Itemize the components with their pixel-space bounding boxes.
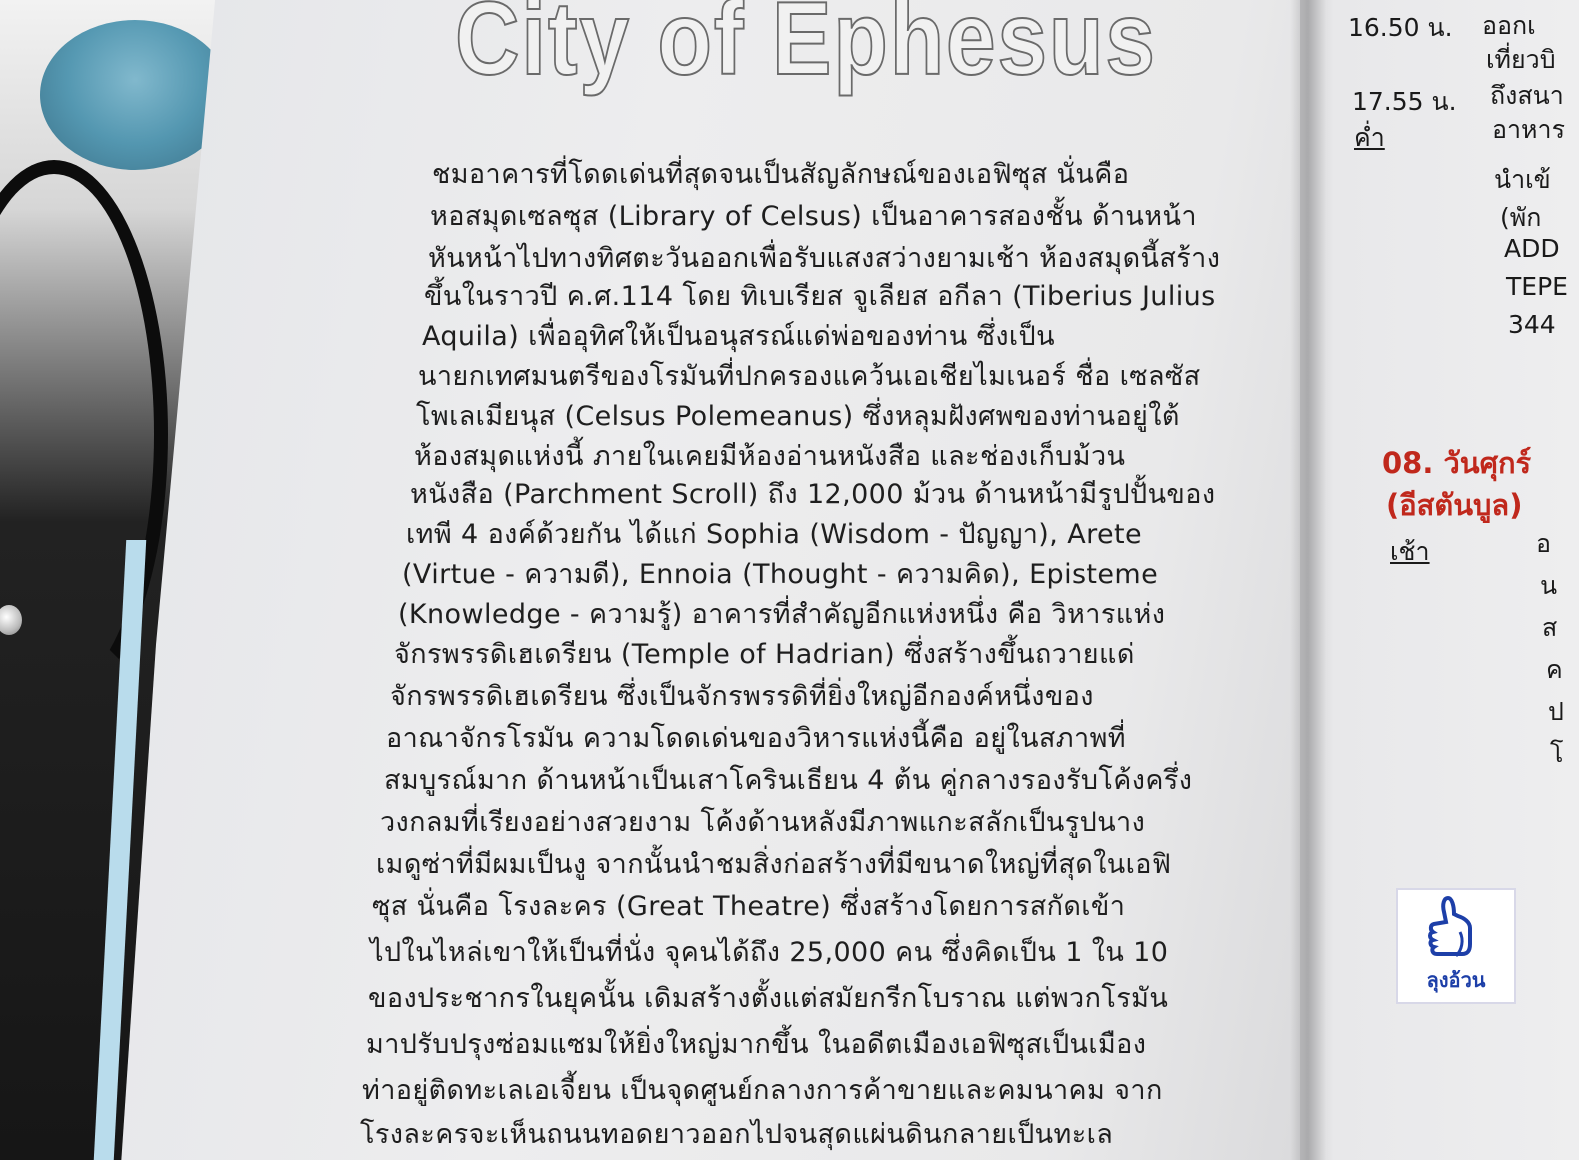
paragraph-line: เมดูซ่าที่มีผมเป็นงู จากนั้นนำชมสิ่งก่อสร้างที่มีขนาดใหญ่ที่สุดในเอฟิ bbox=[376, 849, 1172, 880]
paragraph-line: ซุส นั่นคือ โรงละคร (Great Theatre) ซึ่งสร้างโดยการสกัดเข้า bbox=[372, 891, 1126, 922]
paragraph-line: ชมอาคารที่โดดเด่นที่สุดจนเป็นสัญลักษณ์ของเอฟิซุส นั่นคือ bbox=[432, 159, 1130, 190]
paragraph-line: มาปรับปรุงซ่อมแซมให้ยิ่งใหญ่มากขึ้น ในอดีตเมืองเอฟิซุสเป็นเมือง bbox=[366, 1029, 1147, 1060]
paragraph-line: ไปในไหล่เขาให้เป็นที่นั่ง จุคนได้ถึง 25,000 คน ซึ่งคิดเป็น 1 ใน 10 bbox=[370, 937, 1169, 968]
itinerary-text: อาหาร bbox=[1492, 115, 1565, 144]
itinerary-text: น bbox=[1540, 571, 1558, 600]
paragraph-line: สมบูรณ์มาก ด้านหน้าเป็นเสาโครินเธียน 4 ต้น คู่กลางรองรับโค้งครึ่ง bbox=[384, 765, 1193, 796]
paragraph-line: อาณาจักรโรมัน ความโดดเด่นของวิหารแห่งนี้คือ อยู่ในสภาพที่ bbox=[386, 723, 1126, 754]
paragraph-line: ห้องสมุดแห่งนี้ ภายในเคยมีห้องอ่านหนังสือ และช่องเก็บม้วน bbox=[414, 441, 1126, 472]
itinerary-text: นำเข้ bbox=[1494, 165, 1551, 194]
paragraph-line: ท่าอยู่ติดทะเลเอเจี้ยน เป็นจุดศูนย์กลางการค้าขายและคมนาคม จาก bbox=[362, 1075, 1163, 1106]
paragraph-line: ของประชากรในยุคนั้น เดิมสร้างตั้งแต่สมัยกรีกโบราณ แต่พวกโรมัน bbox=[368, 983, 1169, 1014]
itinerary-text: โ bbox=[1550, 739, 1564, 768]
paragraph-line: วงกลมที่เรียงอย่างสวยงาม โค้งด้านหลังมีภาพแกะสลักเป็นรูปนาง bbox=[380, 807, 1146, 838]
itinerary-text: อ bbox=[1536, 529, 1552, 558]
page-title: City of Ephesus bbox=[455, 0, 1157, 97]
hotel-address: 344 bbox=[1508, 310, 1556, 339]
itinerary-text: ออกเ bbox=[1482, 11, 1536, 40]
itinerary-text: ถึงสนา bbox=[1490, 81, 1564, 110]
paragraph-line: หอสมุดเซลซุส (Library of Celsus) เป็นอาคารสองชั้น ด้านหน้า bbox=[430, 201, 1197, 232]
watermark-logo bbox=[1396, 888, 1516, 1004]
paragraph-line: หันหน้าไปทางทิศตะวันออกเพื่อรับแสงสว่างยามเช้า ห้องสมุดนี้สร้าง bbox=[428, 243, 1221, 274]
paragraph-line: จักรพรรดิเฮเดรียน (Temple of Hadrian) ซึ่งสร้างขึ้นถวายแด่ bbox=[394, 639, 1135, 670]
paragraph-line: เทพี 4 องค์ด้วยกัน ได้แก่ Sophia (Wisdom - ปัญญา), Arete bbox=[406, 519, 1142, 550]
paragraph-line: โพเลเมียนุส (Celsus Polemeanus) ซึ่งหลุมฝังศพของท่านอยู่ใต้ bbox=[416, 401, 1180, 432]
paragraph-line: (Virtue - ความดี), Ennoia (Thought - ความคิด), Episteme bbox=[402, 559, 1159, 590]
logo-text: ลุงอ้วน bbox=[1426, 968, 1486, 992]
itinerary-time: 17.55 น. bbox=[1352, 87, 1457, 116]
itinerary-text: ค bbox=[1546, 655, 1563, 684]
paragraph-line: Aquila) เพื่ออุทิศให้เป็นอนุสรณ์แด่พ่อของท่าน ซึ่งเป็น bbox=[422, 321, 1055, 352]
hotel-address: TEPE bbox=[1506, 272, 1568, 301]
day-heading: 08. วันศุกร์ bbox=[1382, 446, 1532, 480]
itinerary-time: 16.50 น. bbox=[1348, 13, 1453, 42]
itinerary-text: ป bbox=[1548, 697, 1564, 726]
itinerary-text: (พัก bbox=[1500, 203, 1542, 232]
paragraph-line: จักรพรรดิเฮเดรียน ซึ่งเป็นจักรพรรดิที่ยิ่งใหญ่อีกองค์หนึ่งของ bbox=[390, 681, 1094, 712]
paragraph-line: นายกเทศมนตรีของโรมันที่ปกครองแคว้นเอเชียไมเนอร์ ชื่อ เซลซัส bbox=[418, 361, 1201, 392]
itinerary-label: ค่ำ bbox=[1354, 123, 1385, 152]
paragraph-line: ขึ้นในราวปี ค.ศ.114 โดย ทิเบเรียส จูเลียส อกีลา (Tiberius Julius bbox=[424, 281, 1216, 312]
hotel-address: ADD bbox=[1504, 234, 1560, 263]
paragraph-line: โรงละครจะเห็นถนนทอดยาวออกไปจนสุดแผ่นดินกลายเป็นทะเล bbox=[360, 1119, 1114, 1150]
thumbs-up-icon bbox=[1400, 892, 1512, 972]
itinerary-text: ส bbox=[1542, 613, 1558, 642]
paragraph-line: (Knowledge - ความรู้) อาคารที่สำคัญอีกแห่งหนึ่ง คือ วิหารแห่ง bbox=[398, 599, 1166, 630]
schedule-label: เช้า bbox=[1390, 537, 1430, 566]
day-subheading: (อีสตันบูล) bbox=[1386, 488, 1523, 522]
paragraph-line: หนังสือ (Parchment Scroll) ถึง 12,000 ม้วน ด้านหน้ามีรูปปั้นของ bbox=[410, 479, 1216, 510]
itinerary-text: เที่ยวบิ bbox=[1486, 45, 1556, 74]
